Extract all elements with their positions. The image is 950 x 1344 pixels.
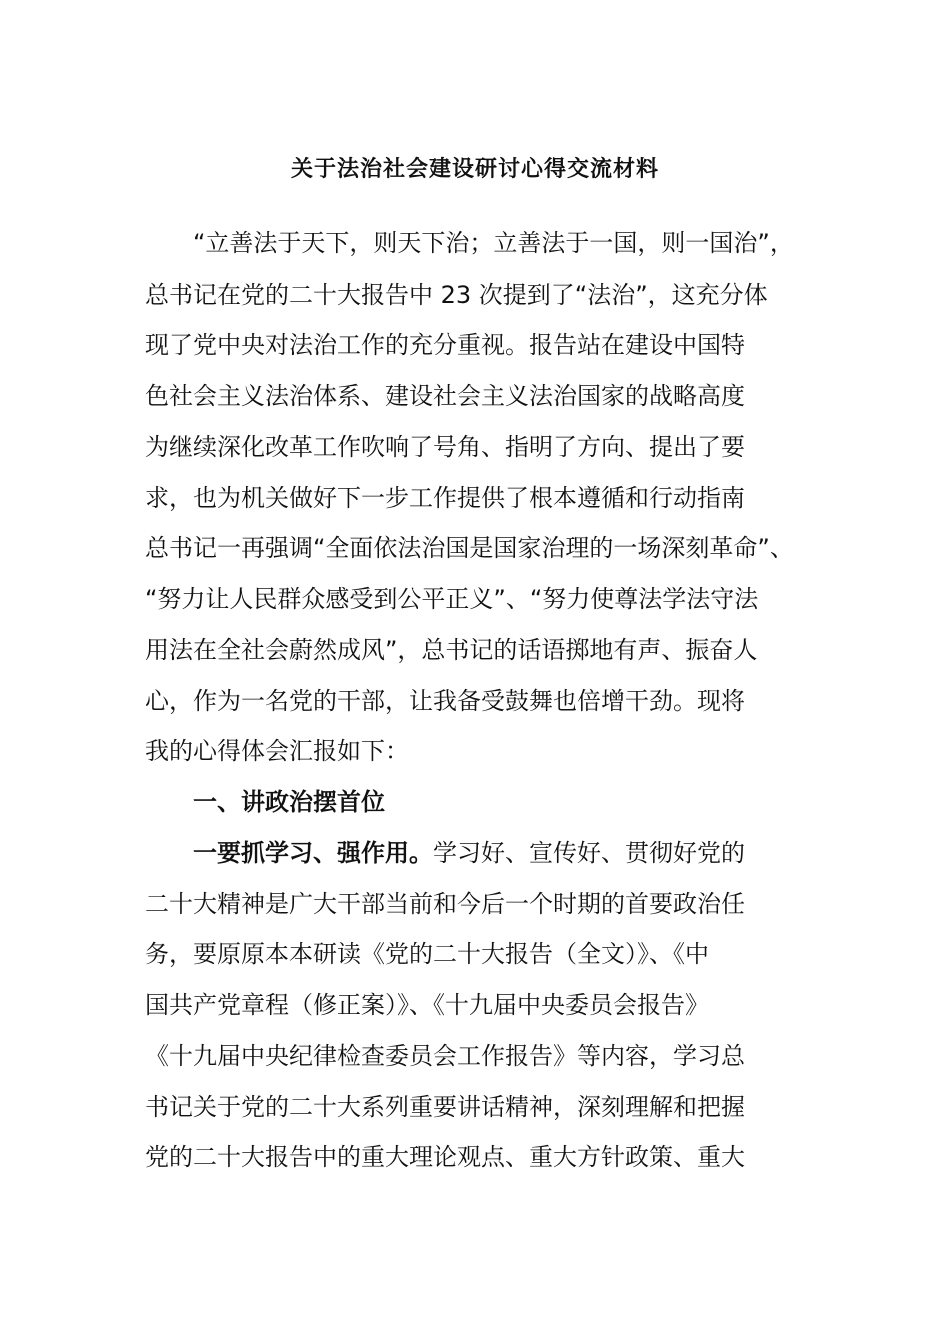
paragraph-line: 求，也为机关做好下一步工作提供了根本遵循和行动指南 bbox=[145, 484, 745, 512]
paragraph-line: “努力让人民群众感受到公平正义”、“努力使尊法学法守法 bbox=[145, 585, 759, 613]
section-heading: 一、讲政治摆首位 bbox=[193, 788, 385, 816]
paragraph-line: 书记关于党的二十大系列重要讲话精神，深刻理解和把握 bbox=[145, 1093, 745, 1121]
paragraph-line: 现了党中央对法治工作的充分重视。报告站在建设中国特 bbox=[145, 331, 745, 359]
paragraph-line: 二十大精神是广大干部当前和今后一个时期的首要政治任 bbox=[145, 890, 745, 918]
paragraph-line: 我的心得体会汇报如下： bbox=[145, 737, 409, 765]
paragraph-line: “立善法于天下，则天下治；立善法于一国，则一国治”， bbox=[193, 229, 794, 257]
document-title: 关于法治社会建设研讨心得交流材料 bbox=[290, 157, 659, 182]
paragraph-line: 色社会主义法治体系、建设社会主义法治国家的战略高度 bbox=[145, 382, 745, 410]
paragraph-line: 总书记一再强调“全面依法治国是国家治理的一场深刻革命”、 bbox=[145, 534, 794, 562]
paragraph-line: 党的二十大报告中的重大理论观点、重大方针政策、重大 bbox=[145, 1143, 745, 1171]
paragraph-line: 心，作为一名党的干部，让我备受鼓舞也倍增干劲。现将 bbox=[145, 687, 745, 715]
paragraph-line: 国共产党章程（修正案）》、《十九届中央委员会报告》 bbox=[145, 991, 709, 1019]
paragraph-line: 用法在全社会蔚然成风”，总书记的话语掷地有声、振奋人 bbox=[145, 636, 758, 664]
paragraph-line: 《十九届中央纪律检查委员会工作报告》等内容，学习总 bbox=[145, 1042, 745, 1070]
paragraph-line: 务，要原原本本研读《党的二十大报告（全文）》、《中 bbox=[145, 940, 709, 968]
paragraph-line bbox=[193, 838, 745, 868]
paragraph-line: 为继续深化改革工作吹响了号角、指明了方向、提出了要 bbox=[145, 433, 745, 461]
paragraph-lead: 一要抓学习、强作用。 bbox=[193, 839, 433, 867]
paragraph-text: 学习好、宣传好、贯彻好党的 bbox=[433, 839, 745, 867]
paragraph-line: 总书记在党的二十大报告中 23 次提到了“法治”，这充分体 bbox=[145, 281, 768, 309]
